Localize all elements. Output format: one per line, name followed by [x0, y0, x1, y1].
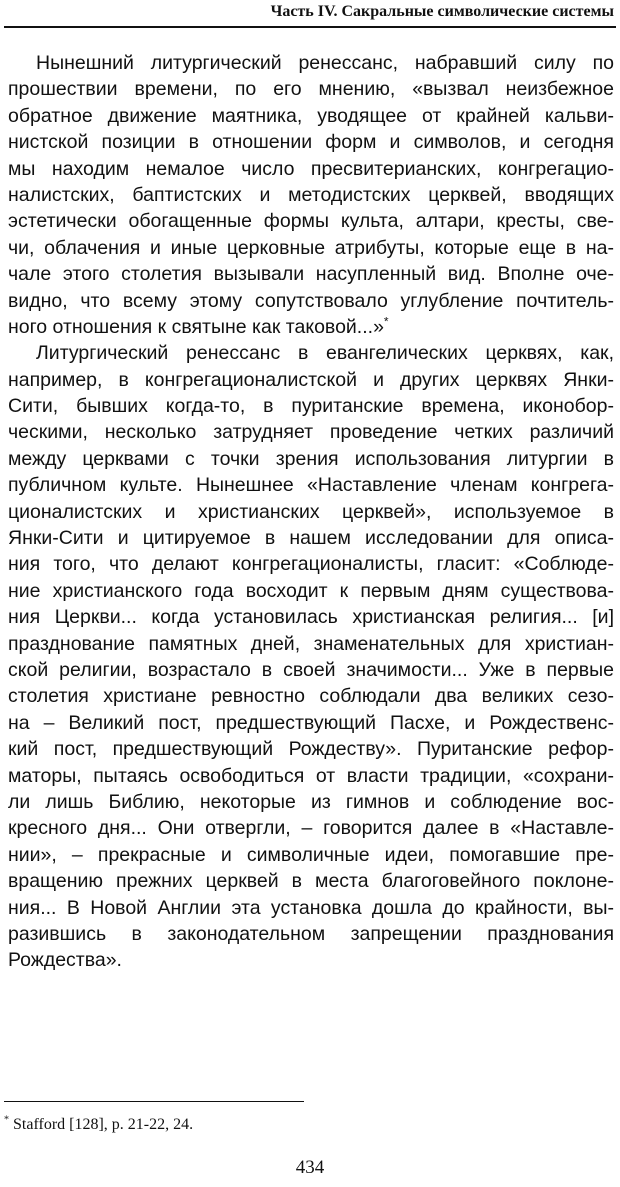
text-line: нии», – прекрасные и символичные идеи, помогавшие пре- — [8, 843, 614, 866]
running-header: Часть IV. Сакральные символические системы — [270, 3, 614, 20]
text-line-last — [8, 314, 614, 340]
footnote-mark: * — [4, 1114, 9, 1126]
text-line: празднование памятных дней, знаменательных для христиан- — [8, 632, 614, 655]
footnote-text: Stafford [128], p. 21-22, 24. — [13, 1116, 194, 1133]
text-line: Янки-Сити и цитируемое в нашем исследовании для описа- — [8, 527, 614, 550]
text-line: Рождества». — [8, 949, 122, 972]
text-line: ния того, что делают конгрегационалисты, гласит: «Соблюде- — [8, 553, 614, 576]
text-line: нистской позиции в отношении форм и символов, и сегодня — [8, 131, 614, 154]
text-line: ционалистских и христианских церквей», используемое в — [8, 500, 614, 523]
text-line: ного отношения к святыне как таковой...» — [8, 315, 384, 338]
text-line: мы находим немалое число пресвитерианских, конгрегацио- — [8, 157, 614, 180]
text-line: обратное движение маятника, уводящее от крайней кальви- — [8, 104, 614, 127]
text-line: ческими, несколько затрудняет проведение четких различий — [8, 421, 614, 444]
text-line: ния Церкви... когда установилась христианская религия... [и] — [8, 606, 614, 629]
paragraph-2 — [8, 340, 614, 973]
text-line: Сити, бывших когда-то, в пуританские времена, иконобор- — [8, 395, 614, 418]
text-line: видно, что всему этому сопутствовало углубление почтитель- — [8, 289, 614, 312]
header-divider — [4, 26, 616, 28]
text-line: налистских, баптистских и методистских церквей, вводящих — [8, 183, 614, 206]
text-line: чале этого столетия вызывали насупленный вид. Вполне оче- — [8, 263, 614, 286]
text-line: эстетически обогащенные формы культа, алтари, кресты, све- — [8, 210, 614, 233]
text-line: на – Великий пост, предшествующий Пасхе, и Рождественс- — [8, 711, 614, 734]
text-line: разившись в законодательном запрещении празднования — [8, 922, 614, 945]
text-line: Литургический ренессанс в евангелических церквях, как, — [36, 342, 614, 365]
footnote-reference-mark: * — [383, 314, 389, 329]
text-line: ния... В Новой Англии эта установка дошла до крайности, вы- — [8, 896, 614, 919]
text-line: чи, облачения и иные церковные атрибуты, которые еще в на- — [8, 236, 614, 259]
text-line: ской религии, возрастало в своей значимости... Уже в первые — [8, 658, 614, 681]
text-line: прошествии времени, по его мнению, «вызвал неизбежное — [8, 78, 614, 101]
text-line: столетия христиане ревностно соблюдали два великих сезо- — [8, 685, 614, 708]
text-line: например, в конгрегационалистской и других церквях Янки- — [8, 368, 614, 391]
text-line: вращению прежних церквей в места благоговейного поклоне- — [8, 870, 614, 893]
page-number: 434 — [295, 1157, 325, 1178]
footnote — [4, 1115, 193, 1135]
footnote-divider — [4, 1101, 304, 1102]
text-line: публичном культе. Нынешнее «Наставление членам конгрега- — [8, 474, 614, 497]
text-line: между церквами с точки зрения использования литургии в — [8, 447, 614, 470]
text-line: Нынешний литургический ренессанс, набравший силу по — [36, 52, 614, 74]
text-line: маторы, пытаясь освободиться от власти традиции, «сохрани- — [8, 764, 614, 787]
body-text — [8, 50, 614, 974]
text-line: ние христианского года восходит к первым дням существова- — [8, 579, 614, 602]
text-line: кий пост, предшествующий Рождеству». Пуританские рефор- — [8, 738, 614, 761]
text-line: ли лишь Библию, некоторые из гимнов и соблюдение вос- — [8, 790, 614, 813]
text-line: кресного дня... Они отвергли, – говорится далее в «Наставле- — [8, 817, 614, 840]
paragraph-1 — [8, 50, 614, 340]
